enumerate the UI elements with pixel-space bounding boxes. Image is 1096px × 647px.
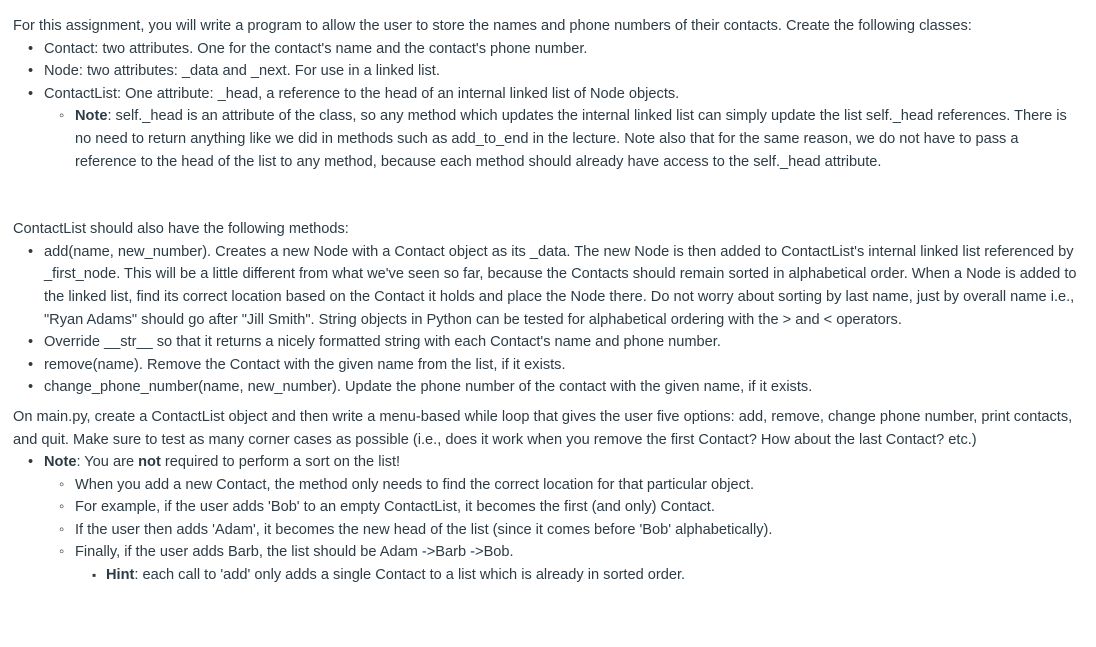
methods-intro: ContactList should also have the following methods: — [13, 221, 349, 238]
list-item — [13, 451, 1082, 587]
hint-text: : each call to 'add' only adds a single Contact to a list which is already in sorted order. — [134, 567, 686, 584]
head-note-text: : self._head is an attribute of the class, so any method which updates the internal linked list can simply update the list self._head references. There is no need to return anything like we did in methods such as add_to_end in the lecture. Note also that for the same reason, we do not have to pass a reference to the head of the list to any method, because each method should already have access to the self._head attribute. — [75, 108, 1067, 170]
list-item — [13, 331, 1082, 354]
sort-detail: For example, if the user adds 'Bob' to an empty ContactList, it becomes the first (and only) Contact. — [75, 499, 715, 516]
classes-list — [13, 38, 1082, 174]
head-note-label: Note — [75, 108, 108, 125]
methods-list — [13, 241, 1082, 399]
main-paragraph: On main.py, create a ContactList object and then write a menu-based while loop that gives the user five options: add, remove, change phone number, print contacts, and quit. Make sure to test as many corner cases as possible (i.e., does it work when you remove the first Contact? How about the last Contact? etc.) — [13, 408, 1073, 448]
sort-details-list — [44, 474, 1082, 587]
list-item — [75, 564, 1082, 587]
head-note-list — [44, 105, 1082, 173]
sort-note-label: Note — [44, 454, 77, 471]
list-item — [44, 474, 1082, 497]
list-item — [13, 376, 1082, 399]
list-item — [44, 541, 1082, 586]
list-item — [13, 60, 1082, 83]
sort-detail: Finally, if the user adds Barb, the list should be Adam ->Barb ->Bob. — [75, 544, 514, 561]
class-contact: Contact: two attributes. One for the contact's name and the contact's phone number. — [44, 40, 588, 57]
list-item — [44, 519, 1082, 542]
sort-detail: When you add a new Contact, the method only needs to find the correct location for that particular object. — [75, 476, 755, 493]
sort-note-emph: not — [138, 454, 161, 471]
hint-label: Hint — [106, 567, 135, 584]
sort-detail: If the user then adds 'Adam', it becomes the new head of the list (since it comes before 'Bob' alphabetically). — [75, 521, 773, 538]
list-item — [13, 38, 1082, 61]
sort-note-pre: : You are — [76, 454, 139, 471]
list-item — [44, 105, 1082, 173]
method-remove: remove(name). Remove the Contact with the given name from the list, if it exists. — [44, 356, 566, 373]
list-item — [13, 83, 1082, 173]
list-item — [44, 496, 1082, 519]
hint-list — [75, 564, 1082, 587]
sort-note-list — [13, 451, 1082, 587]
method-add: add(name, new_number). Creates a new Node with a Contact object as its _data. The new Node is then added to ContactList's internal linked list referenced by _first_node. This will be a little different from what we've seen so far, because the Contacts should remain sorted in alphabetical order. When a Node is added to the linked list, find its correct location based on the Contact it holds and place the Node there. Do not worry about sorting by last name, just by overall name i.e., "Ryan Adams" should go after "Jill Smith". String objects in Python can be tested for alphabetical ordering with the > and < operators. — [44, 243, 1077, 328]
class-node: Node: two attributes: _data and _next. For use in a linked list. — [44, 63, 440, 80]
intro-paragraph: For this assignment, you will write a program to allow the user to store the names and phone numbers of their contacts. Create the following classes: — [13, 18, 972, 34]
list-item — [13, 354, 1082, 377]
class-contactlist: ContactList: One attribute: _head, a reference to the head of an internal linked list of Node objects. — [44, 85, 680, 102]
sort-note-post: required to perform a sort on the list! — [160, 454, 401, 471]
method-str: Override __str__ so that it returns a nicely formatted string with each Contact's name and phone number. — [44, 334, 721, 351]
method-change-phone: change_phone_number(name, new_number). Update the phone number of the contact with the given name, if it exists. — [44, 379, 813, 396]
list-item — [13, 241, 1082, 331]
